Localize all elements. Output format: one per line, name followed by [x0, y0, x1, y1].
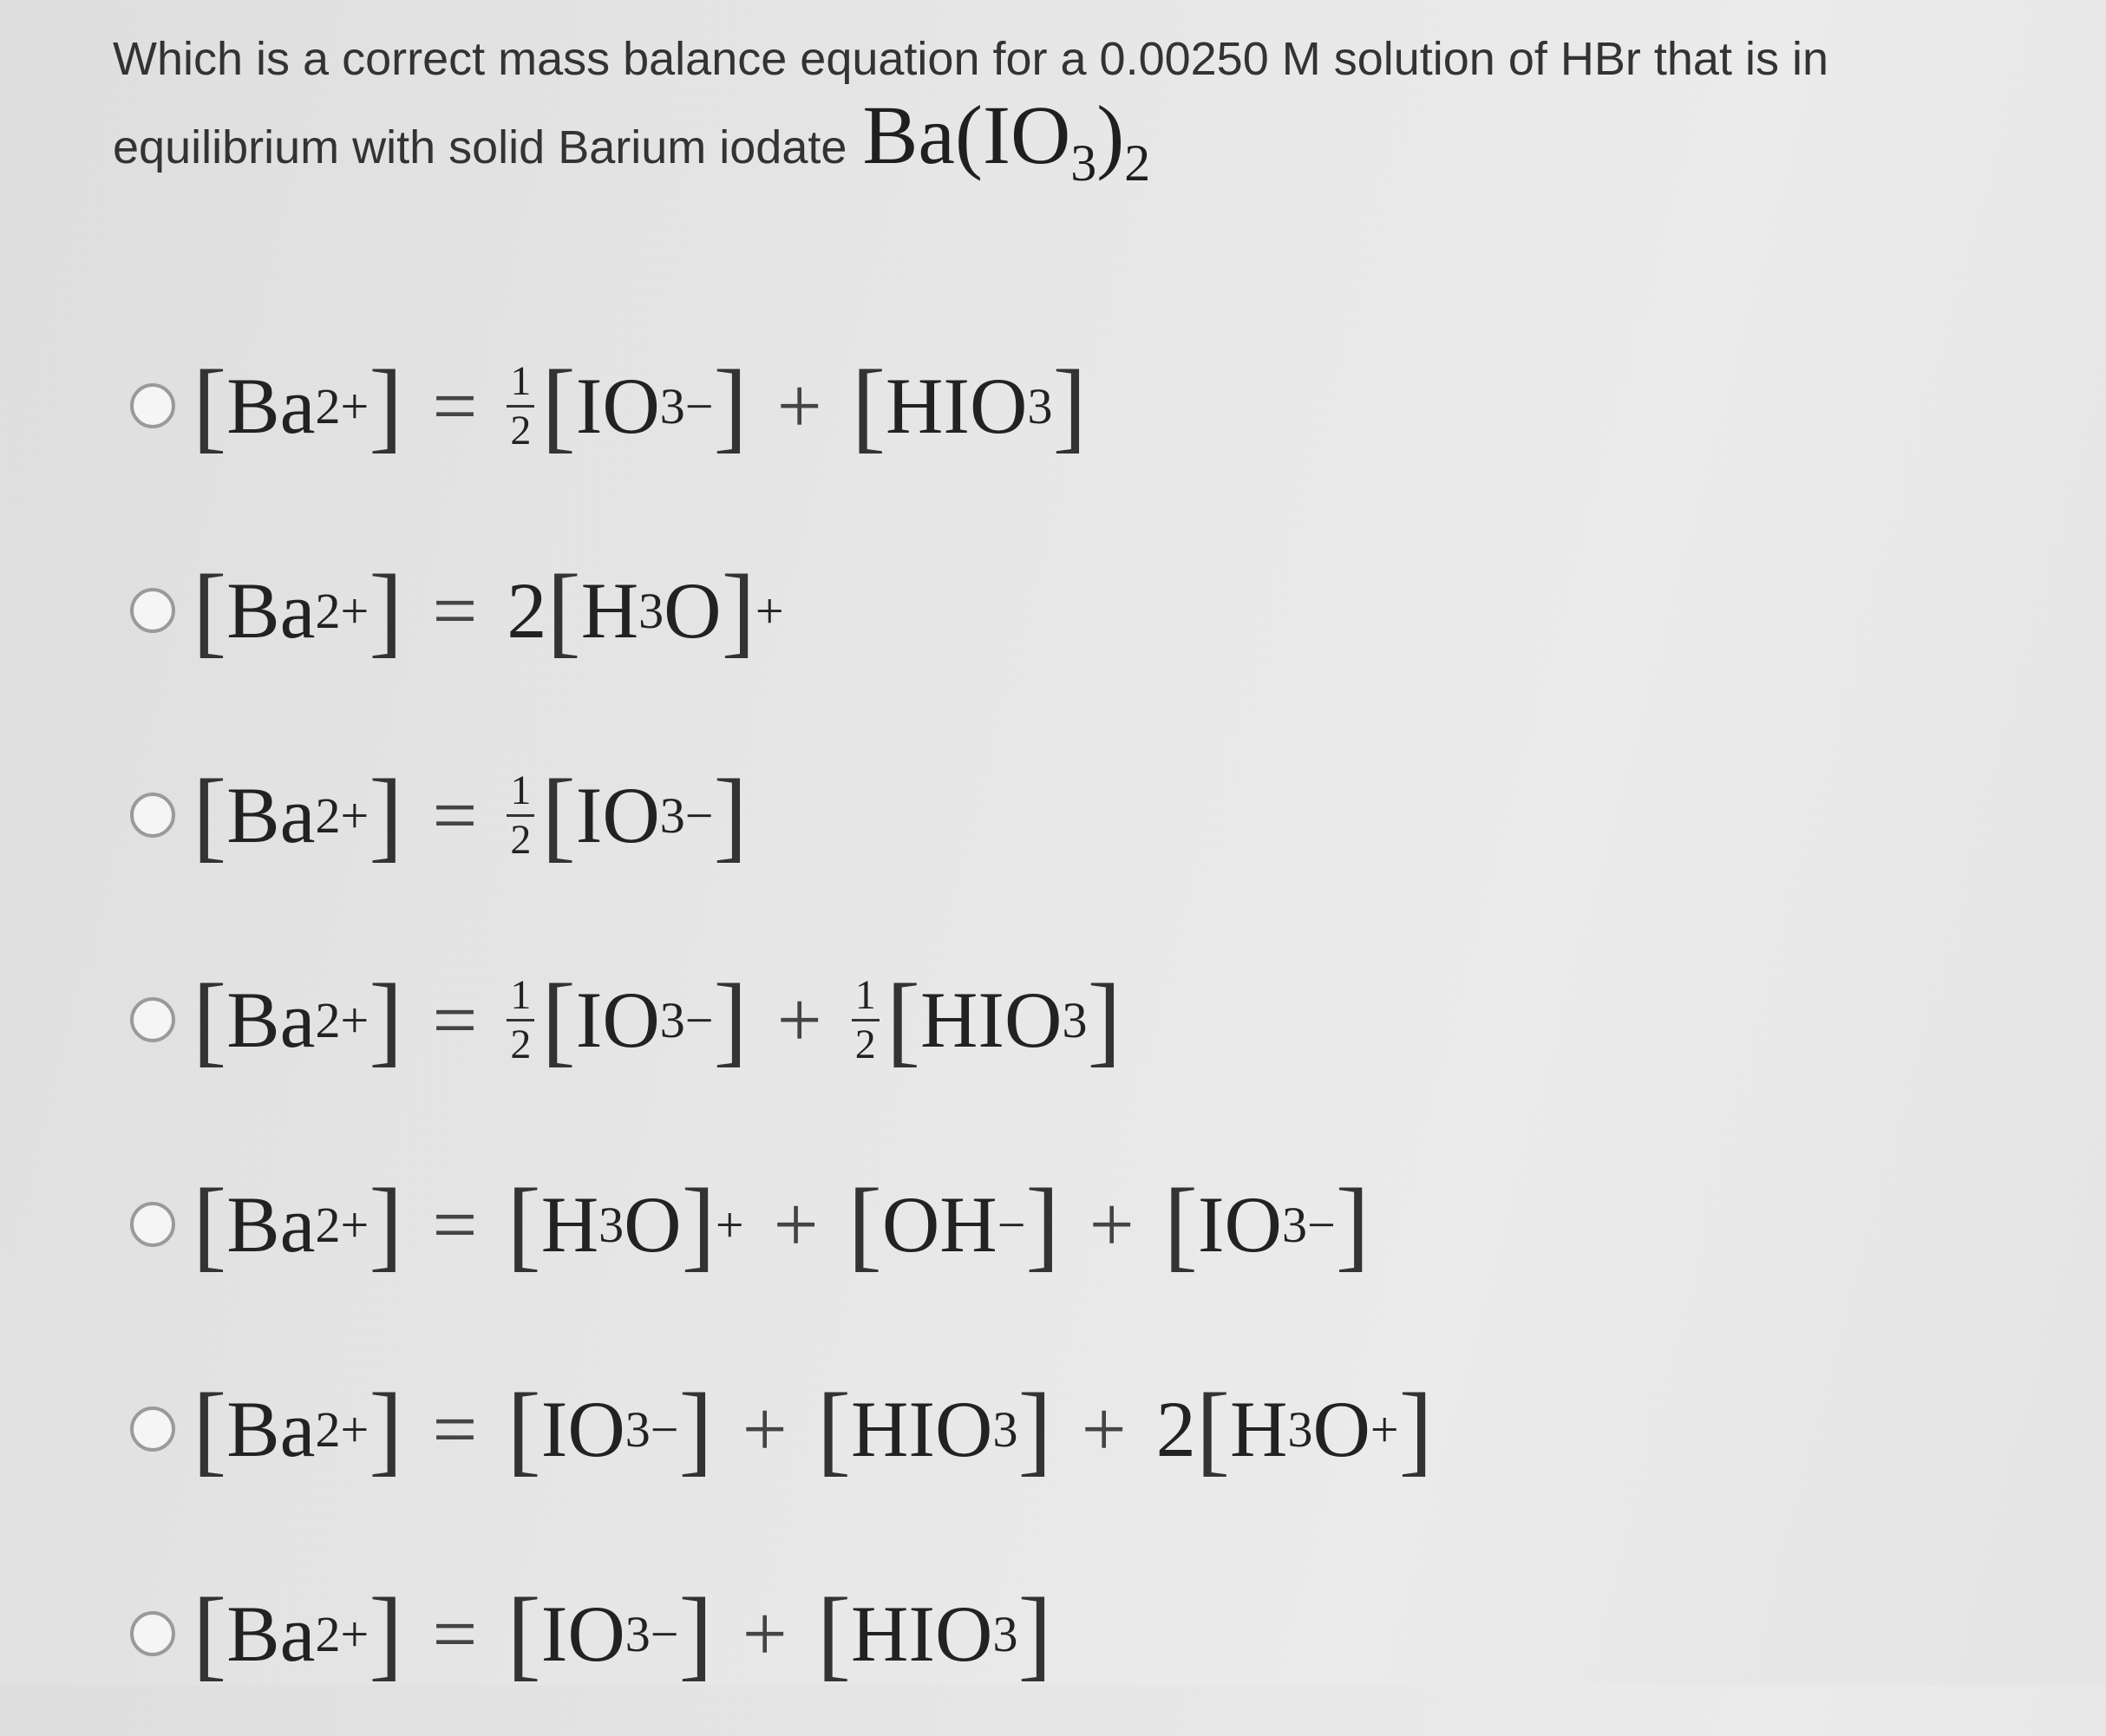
barium-iodate-formula: $Ba(IO_3)_2$	[862, 88, 1151, 193]
option-4[interactable]	[130, 917, 1433, 1122]
question-line-2	[113, 88, 2064, 198]
option-2-equation[interactable]: [ Ba 2+ ] = 2 [ H 3 O ] +	[193, 553, 784, 667]
radio-button[interactable]	[130, 1202, 175, 1247]
fraction-half: $\frac{1}{2}$	[507, 972, 534, 1068]
option-7-equation[interactable]: [ Ba 2+ ] = [ IO 3 − ] + [ HIO 3 ]	[193, 1576, 1052, 1690]
option-5[interactable]	[130, 1122, 1433, 1327]
option-1[interactable]	[130, 303, 1433, 508]
question-text	[113, 24, 2064, 198]
option-7[interactable]	[130, 1531, 1433, 1736]
question-line-1: Which is a correct mass balance equation for a 0.00250 M solution of HBr that is in	[113, 33, 1828, 85]
radio-button[interactable]	[130, 793, 175, 838]
fraction-half: $\frac{1}{2}$	[507, 358, 534, 454]
question-line-2-text: equilibrium with solid Barium iodate	[113, 121, 847, 173]
option-6[interactable]	[130, 1327, 1433, 1531]
fraction-half: $\frac{1}{2}$	[507, 767, 534, 864]
radio-button[interactable]	[130, 588, 175, 633]
option-1-equation[interactable]: [ Ba 2+ ] = $\frac{1}{2}$ [ IO 3 − ] + [ HIO 3 ]	[193, 349, 1087, 462]
option-6-equation[interactable]: [ Ba 2+ ] = [ IO 3 − ] + [ HIO 3 ] + 2 [ H 3 O + ]	[193, 1372, 1433, 1485]
option-3-equation[interactable]: [ Ba 2+ ] = $\frac{1}{2}$ [ IO 3 − ]	[193, 758, 748, 871]
option-4-equation[interactable]: [ Ba 2+ ] = $\frac{1}{2}$ [ IO 3 − ] + $\frac{1}{2}$ [ HIO 3 ]	[193, 963, 1122, 1076]
option-2[interactable]	[130, 508, 1433, 713]
radio-button[interactable]	[130, 1611, 175, 1656]
fraction-half: $\frac{1}{2}$	[852, 972, 880, 1068]
radio-button[interactable]	[130, 997, 175, 1042]
radio-button[interactable]	[130, 383, 175, 428]
radio-button[interactable]	[130, 1406, 175, 1452]
answer-options	[130, 303, 1433, 1736]
option-3[interactable]	[130, 713, 1433, 917]
option-5-equation[interactable]: [ Ba 2+ ] = [ H 3 O ] + + [ OH − ] + [ IO 3 − ]	[193, 1167, 1370, 1281]
